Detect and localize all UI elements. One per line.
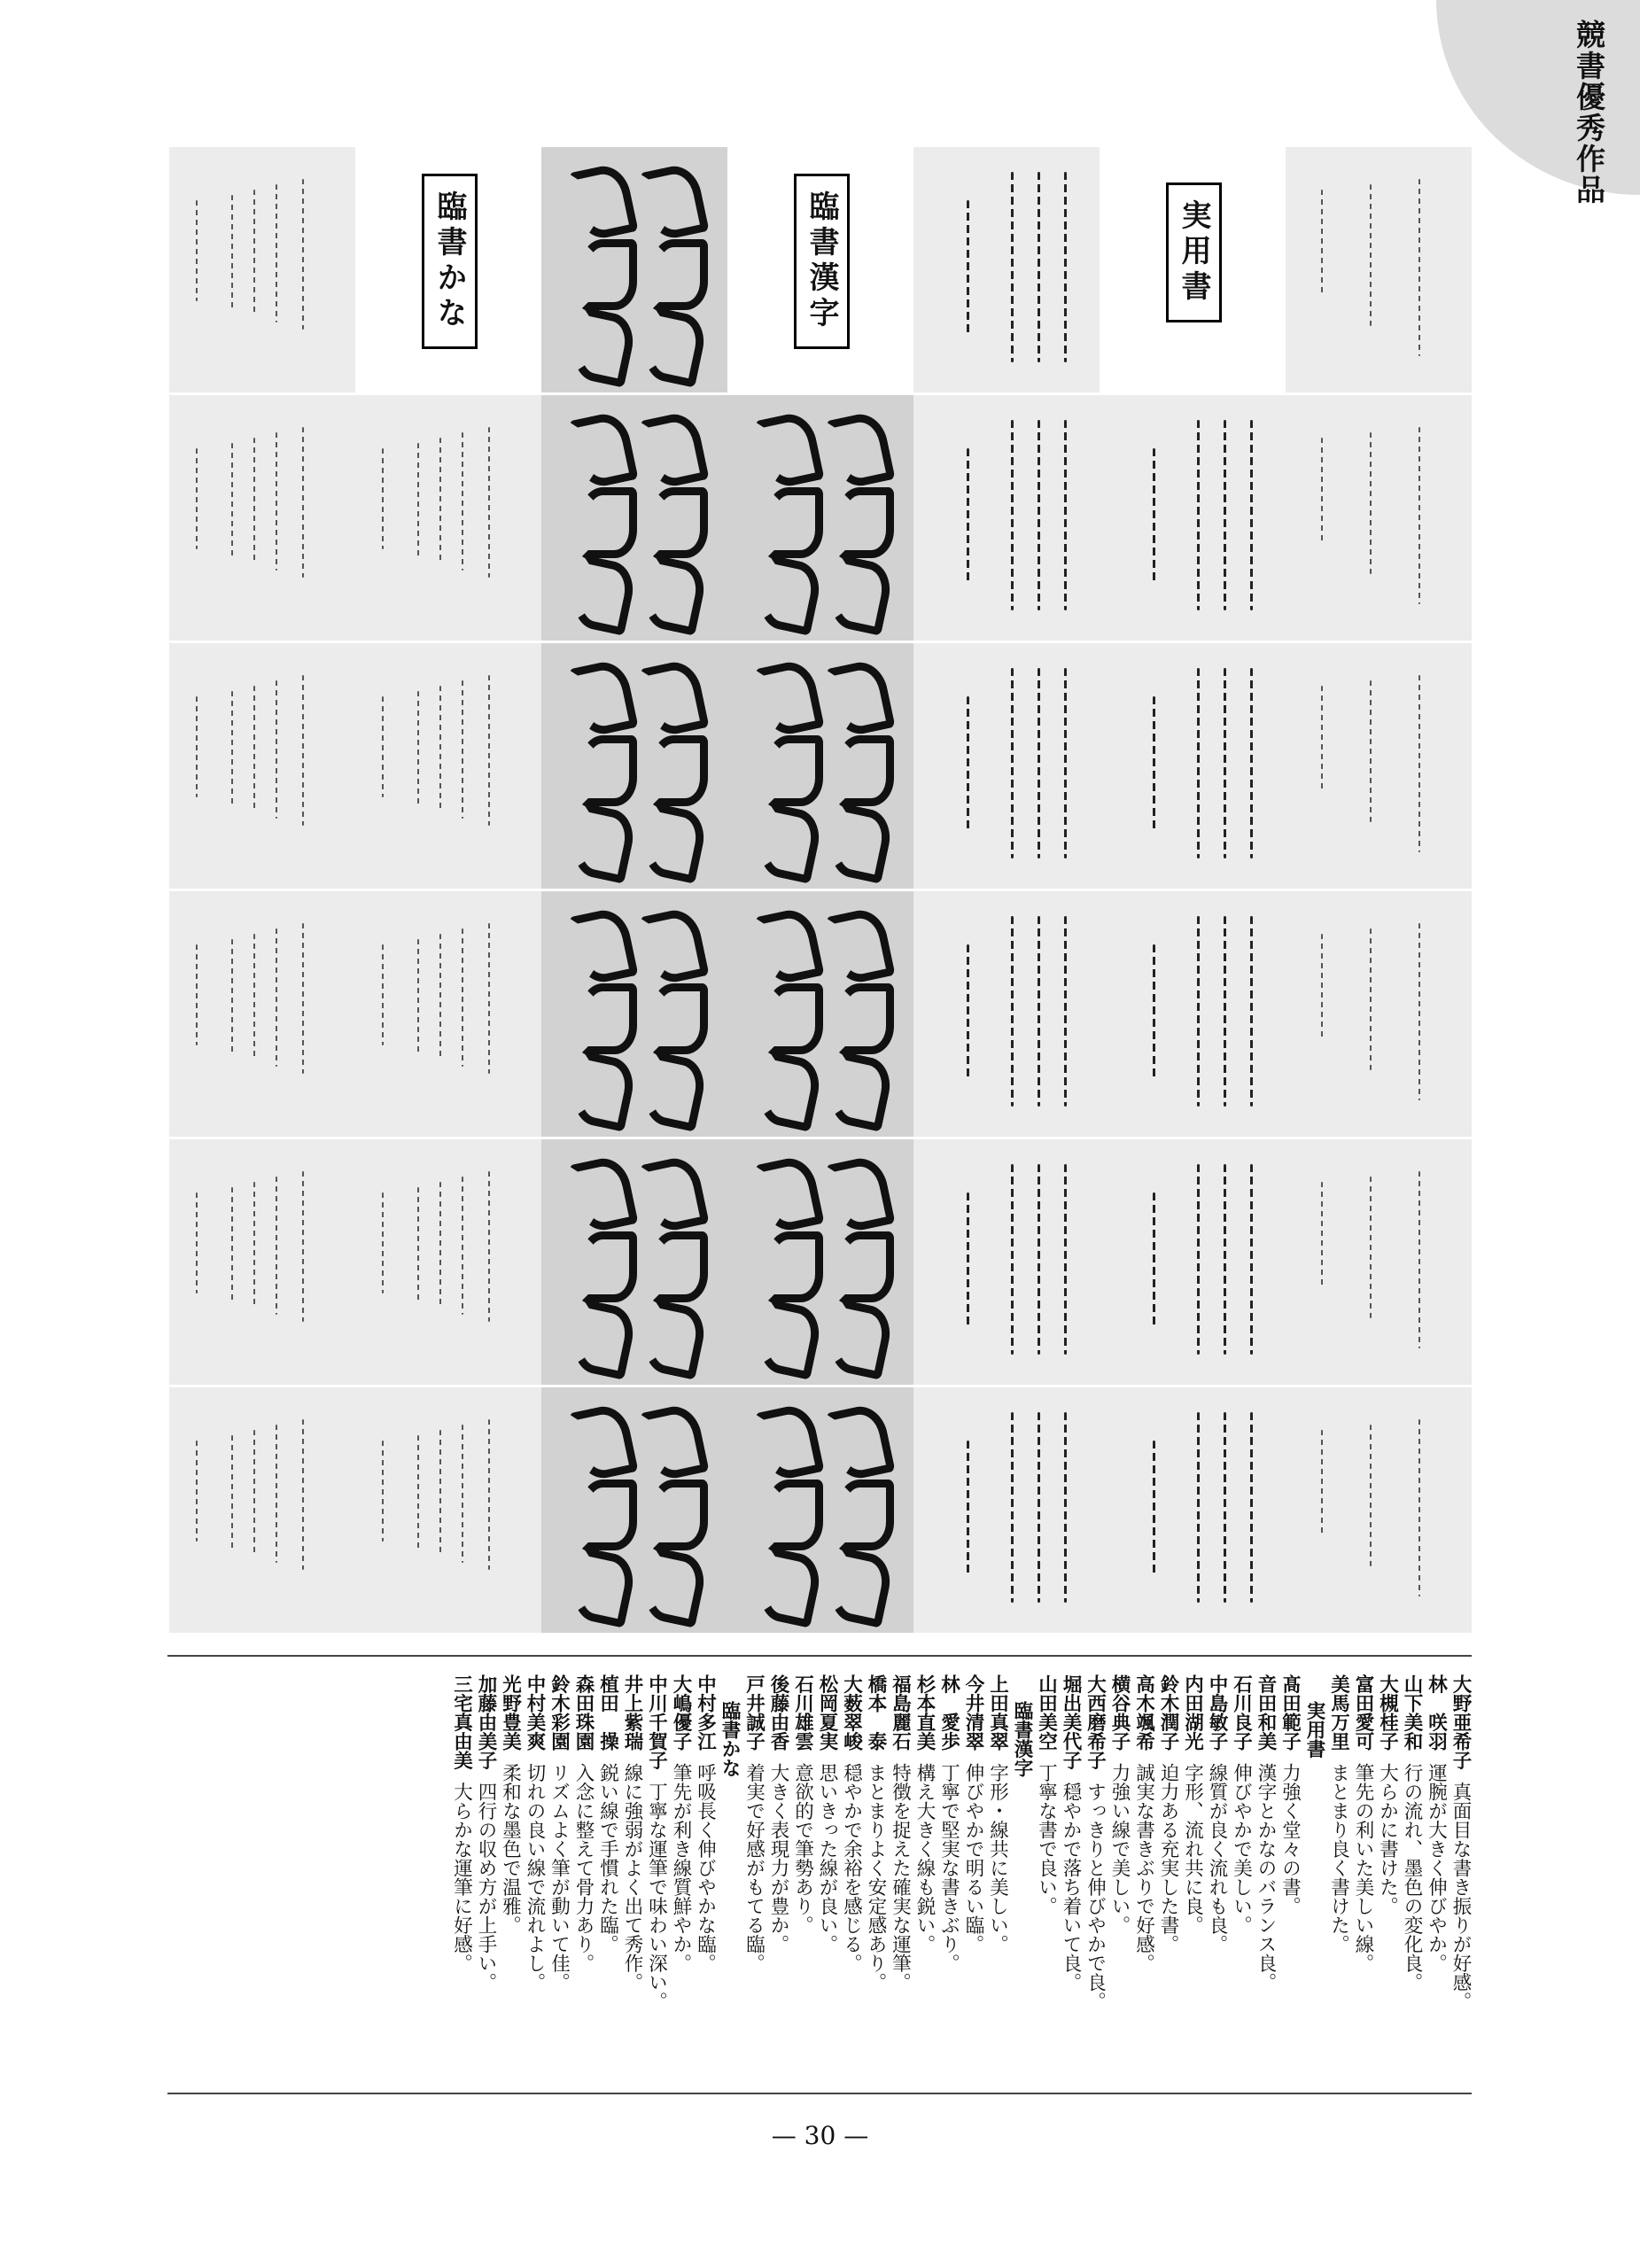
entry-name: 三宅真由美 — [450, 1674, 473, 1770]
entry-name: 後藤由香 — [767, 1674, 789, 1751]
calligraphy-work-icon — [913, 1387, 1100, 1633]
bottom-divider — [167, 2093, 1472, 2094]
entry-name: 大薮翠峻 — [840, 1674, 863, 1751]
entry-name: 松岡夏実 — [816, 1674, 838, 1751]
list-item — [1375, 1674, 1400, 2091]
entry-comment: 穏やかで余裕を感じる。 — [840, 1763, 863, 1973]
list-item — [790, 1674, 815, 2091]
section-header-jitsuyo: 実用書 — [1166, 183, 1222, 322]
entry-comment: 運腕が大きく伸びやか。 — [1425, 1763, 1448, 1973]
calligraphy-work-icon — [169, 147, 355, 392]
calligraphy-work-icon — [169, 1387, 355, 1633]
entry-name: 石川良子 — [1230, 1674, 1253, 1751]
list-item — [1449, 1674, 1473, 2091]
calligraphy-work-icon — [541, 147, 727, 392]
list-item — [1156, 1674, 1181, 2091]
entry-comment: 穏やかで落ち着いて良。 — [1060, 1782, 1082, 1992]
entry-comment: 筆先が利き線質鮮やか。 — [670, 1763, 692, 1973]
list-item — [742, 1674, 766, 2091]
calligraphy-work-icon — [355, 1387, 541, 1633]
section-header-rinsho-kana: 臨書かな — [422, 174, 478, 349]
entry-name: 中島敏子 — [1206, 1674, 1228, 1751]
calligraphy-work-icon — [1100, 395, 1286, 641]
works-column — [541, 147, 727, 1634]
list-item — [864, 1674, 889, 2091]
list-item — [1278, 1674, 1302, 2091]
calligraphy-work-icon — [913, 395, 1100, 641]
calligraphy-work-icon — [727, 1139, 913, 1385]
list-item — [449, 1674, 474, 2091]
entry-name: 鈴木潤子 — [1157, 1674, 1179, 1751]
list-item — [693, 1674, 718, 2091]
list-item — [1254, 1674, 1279, 2091]
calligraphy-work-icon — [913, 643, 1100, 889]
list-item — [669, 1674, 694, 2091]
list-item — [913, 1674, 937, 2091]
calligraphy-work-icon — [355, 643, 541, 889]
calligraphy-work-icon — [1100, 1387, 1286, 1633]
list-section-title: 臨書漢字 — [1011, 1701, 1033, 1777]
list-item — [523, 1674, 548, 2091]
calligraphy-work-icon — [1286, 643, 1472, 889]
section-header-rinsho-kanji: 臨書漢字 — [794, 174, 850, 349]
works-column — [1100, 147, 1286, 1634]
calligraphy-work-icon — [355, 1139, 541, 1385]
entry-comment: まとまり良く書けた。 — [1327, 1763, 1350, 1953]
entry-name: 今井清翠 — [962, 1674, 984, 1751]
works-column — [169, 147, 355, 1634]
calligraphy-work-icon — [913, 891, 1100, 1137]
entry-comment: 伸びやかで明るい臨。 — [962, 1763, 984, 1953]
calligraphy-work-icon — [541, 1387, 727, 1633]
entry-name: 加藤由美子 — [475, 1674, 497, 1770]
list-item — [888, 1674, 913, 2091]
entry-name: 大野亜希子 — [1450, 1674, 1472, 1770]
entry-name: 髙田範子 — [1279, 1674, 1302, 1751]
entry-name: 井上紫瑞 — [621, 1674, 643, 1751]
calligraphy-work-icon — [913, 147, 1100, 392]
entry-name: 大嶋優子 — [670, 1674, 692, 1751]
entry-name: 福島麗石 — [889, 1674, 912, 1751]
calligraphy-work-icon — [1286, 891, 1472, 1137]
entry-comment: 丁寧で堅実な書きぶり。 — [937, 1763, 960, 1973]
list-item — [571, 1674, 596, 2091]
list-item — [547, 1674, 571, 2091]
entry-comment: 伸びやかで美しい。 — [1230, 1763, 1253, 1935]
list-item — [474, 1674, 499, 2091]
entry-comment: まとまりよく安定感あり。 — [865, 1763, 887, 1992]
entry-comment: 迫力ある充実した書。 — [1157, 1763, 1179, 1953]
comment-list — [449, 1674, 1473, 2091]
entry-comment: 意欲的で筆勢あり。 — [791, 1763, 814, 1935]
calligraphy-work-icon — [1286, 395, 1472, 641]
calligraphy-work-icon — [727, 643, 913, 889]
calligraphy-work-icon — [1100, 891, 1286, 1137]
page-number: — 30 — — [771, 2121, 869, 2150]
entry-name: 大西磨希子 — [1084, 1674, 1107, 1770]
calligraphy-work-icon — [169, 643, 355, 889]
entry-name: 美馬万里 — [1327, 1674, 1350, 1751]
entry-comment: 字形、流れ共に良。 — [1181, 1763, 1204, 1935]
entry-comment: 切れの良い線で流れよし。 — [524, 1763, 546, 1992]
list-item — [1351, 1674, 1376, 2091]
entry-name: 林 愛歩 — [937, 1674, 960, 1751]
entry-comment: 筆先の利いた美しい線。 — [1352, 1763, 1374, 1973]
entry-name: 橋本 泰 — [865, 1674, 887, 1751]
list-section-title: 臨書かな — [719, 1701, 741, 1777]
calligraphy-work-icon — [1286, 1387, 1472, 1633]
calligraphy-work-icon — [727, 395, 913, 641]
calligraphy-work-icon — [913, 1139, 1100, 1385]
entry-name: 堀出美代子 — [1060, 1674, 1082, 1770]
entry-comment: 大きく表現力が豊か。 — [767, 1763, 789, 1953]
list-item — [1229, 1674, 1254, 2091]
list-item — [1034, 1674, 1059, 2091]
entry-comment: リズムよく筆が動いて佳。 — [548, 1763, 571, 1992]
calligraphy-work-icon — [727, 891, 913, 1137]
entry-name: 光野豊美 — [499, 1674, 522, 1751]
entry-comment: 線に強弱がよく出て秀作。 — [621, 1763, 643, 1992]
calligraphy-work-icon — [1100, 1139, 1286, 1385]
list-item — [937, 1674, 961, 2091]
entry-comment: 大らかに書けた。 — [1376, 1763, 1399, 1915]
works-column — [727, 147, 913, 1634]
entry-comment: 構え大きく線も鋭い。 — [913, 1763, 936, 1953]
entry-comment: 力強く堂々の書。 — [1279, 1763, 1302, 1915]
entry-comment: 思いきった線が良い。 — [816, 1763, 838, 1953]
list-item — [1400, 1674, 1425, 2091]
calligraphy-work-icon — [355, 891, 541, 1137]
entry-name: 森田珠園 — [572, 1674, 595, 1751]
entry-name: 音田和美 — [1255, 1674, 1277, 1751]
entry-comment: 漢字とかなのバランス良。 — [1255, 1763, 1277, 1992]
entry-name: 高木颯希 — [1132, 1674, 1155, 1751]
calligraphy-work-icon — [541, 643, 727, 889]
list-item — [815, 1674, 840, 2091]
entry-name: 中村多江 — [694, 1674, 717, 1751]
entry-comment: すっきりと伸びやかで良。 — [1084, 1782, 1107, 2011]
list-item — [1131, 1674, 1156, 2091]
list-item — [1326, 1674, 1351, 2091]
entry-name: 山田美空 — [1035, 1674, 1058, 1751]
list-item — [1424, 1674, 1449, 2091]
works-column — [913, 147, 1100, 1634]
entry-name: 上田真翠 — [986, 1674, 1009, 1751]
entry-name: 中川千賀子 — [645, 1674, 668, 1770]
entry-comment: 字形・線共に美しい。 — [986, 1763, 1009, 1953]
calligraphy-work-icon — [727, 1387, 913, 1633]
list-item — [839, 1674, 864, 2091]
list-item — [1180, 1674, 1205, 2091]
entry-comment: 丁寧な運筆で味わい深い。 — [645, 1782, 668, 2011]
entry-name: 山下美和 — [1401, 1674, 1423, 1751]
list-item — [961, 1674, 986, 2091]
entry-name: 戸井誠子 — [742, 1674, 766, 1751]
entry-name: 富田愛可 — [1352, 1674, 1374, 1751]
calligraphy-work-icon — [355, 395, 541, 641]
works-grid — [167, 147, 1472, 1634]
entry-name: 大槻桂子 — [1376, 1674, 1399, 1751]
entry-name: 中村美爽 — [524, 1674, 546, 1751]
works-column — [355, 147, 541, 1634]
calligraphy-work-icon — [541, 891, 727, 1137]
entry-comment: 線質が良く流れも良。 — [1206, 1763, 1228, 1953]
list-item — [498, 1674, 523, 2091]
entry-comment: 特徴を捉えた確実な運筆。 — [889, 1763, 912, 1992]
entry-comment: 鋭い線で手慣れた臨。 — [596, 1763, 619, 1953]
list-item — [985, 1674, 1010, 2091]
calligraphy-work-icon — [541, 1139, 727, 1385]
calligraphy-work-icon — [1286, 147, 1472, 392]
list-section-title: 実用書 — [1303, 1701, 1325, 1759]
entry-name: 鈴木彩園 — [548, 1674, 571, 1751]
entry-comment: 行の流れ、墨色の変化良。 — [1401, 1763, 1423, 1992]
calligraphy-work-icon — [169, 891, 355, 1137]
calligraphy-work-icon — [1100, 643, 1286, 889]
entry-name: 植田 操 — [596, 1674, 619, 1751]
corner-title: 競書優秀作品 — [1572, 19, 1606, 206]
entry-name: 林 咲羽 — [1425, 1674, 1448, 1751]
entry-comment: 着実で好感がもてる臨。 — [742, 1763, 766, 1973]
entry-name: 杉本直美 — [913, 1674, 936, 1751]
entry-comment: 大らかな運筆に好感。 — [450, 1782, 473, 1973]
list-item — [1108, 1674, 1132, 2091]
entry-name: 横谷典子 — [1108, 1674, 1131, 1751]
top-divider — [167, 1655, 1472, 1657]
entry-comment: 呼吸長く伸びやかな臨。 — [694, 1763, 717, 1973]
calligraphy-work-icon — [169, 395, 355, 641]
entry-comment: 力強い線で美しい。 — [1108, 1763, 1131, 1935]
entry-comment: 丁寧な書で良い。 — [1035, 1763, 1058, 1915]
list-item — [620, 1674, 645, 2091]
list-item — [1205, 1674, 1230, 2091]
entry-comment: 柔和な墨色で温雅。 — [499, 1763, 522, 1935]
list-item — [595, 1674, 620, 2091]
entry-name: 石川雄雲 — [791, 1674, 814, 1751]
entry-comment: 誠実な書きぶりで好感。 — [1132, 1763, 1155, 1973]
entry-comment: 入念に整えて骨力あり。 — [572, 1763, 595, 1973]
list-item — [766, 1674, 791, 2091]
works-column — [1286, 147, 1472, 1634]
list-item — [1059, 1674, 1084, 2091]
calligraphy-work-icon — [1286, 1139, 1472, 1385]
list-item — [644, 1674, 669, 2091]
calligraphy-work-icon — [541, 395, 727, 641]
calligraphy-work-icon — [169, 1139, 355, 1385]
entry-comment: 四行の収め方が上手い。 — [475, 1782, 497, 1992]
entry-name: 内田湖光 — [1181, 1674, 1204, 1751]
list-item — [1083, 1674, 1108, 2091]
entry-comment: 真面目な書き振りが好感。 — [1450, 1782, 1472, 2011]
